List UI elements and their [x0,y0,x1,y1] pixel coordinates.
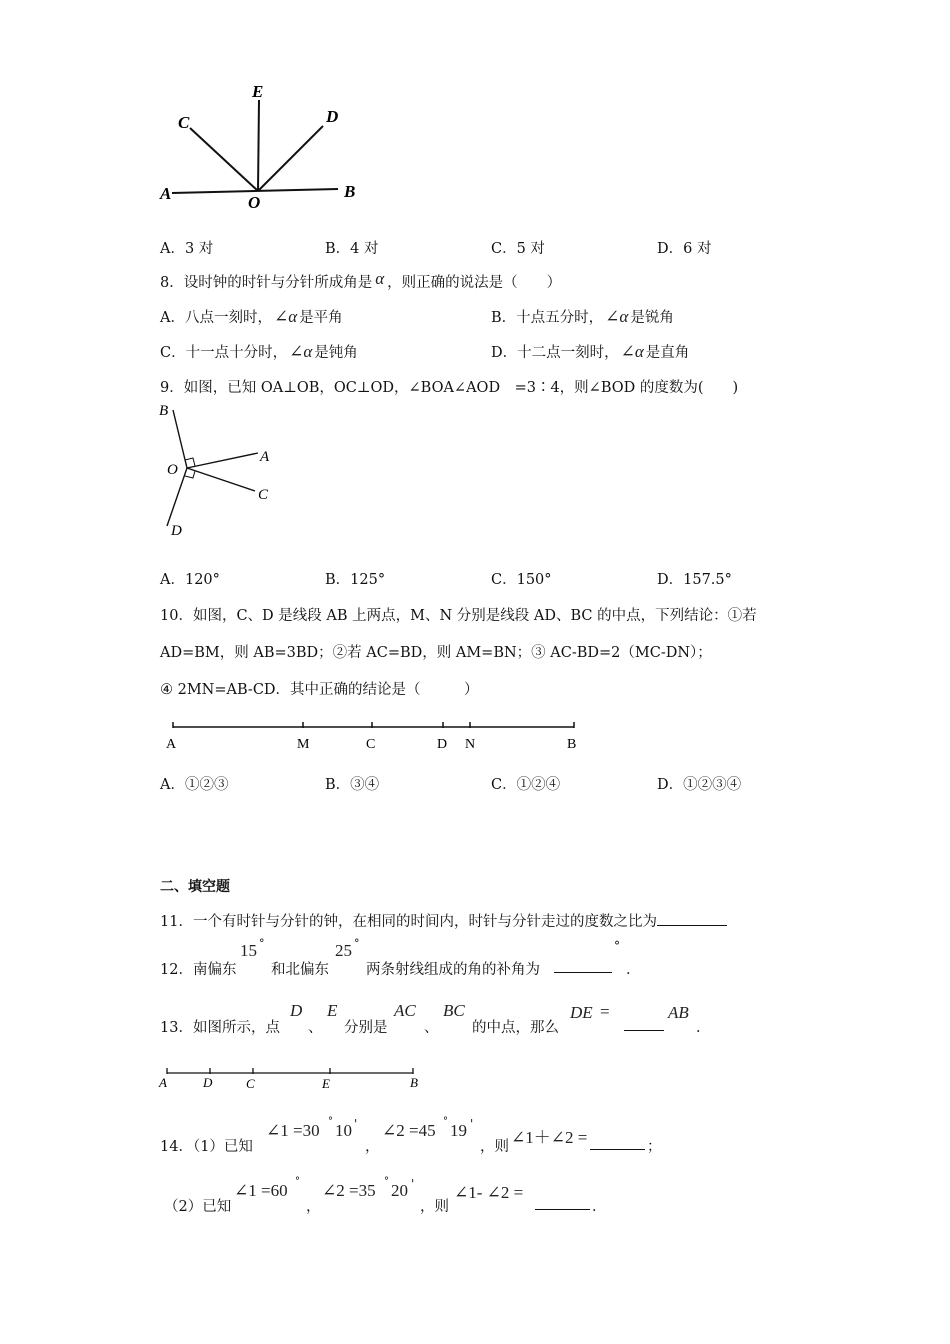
q14-p1-a2b: 19 [450,1121,467,1140]
q10-label-C: C [366,737,376,752]
q7-option-c: C．5 对 [491,241,545,257]
q13-eq: = [600,1002,610,1021]
q8-options-1-pre: B．十点五分时， [491,310,604,326]
q8-alpha: α [375,269,385,288]
q10-label-N: N [465,737,476,752]
q13-BC: BC [443,1001,465,1020]
q14-part1: 14．（1）已知 ∠1 =30 ° 10 ' ， ∠2 =45 ° 19 ' ，则 ∠1＋∠2 = ； [160,1116,662,1155]
q8-stem-a: 8．设时钟的时针与分针所成角是 [160,275,373,291]
q8-options-2-pre: C．十一点十分时， [160,345,288,361]
q13-AB: AB [668,1003,689,1022]
q8-options-0-angle: ∠α [273,307,298,326]
q9-option-b: B．125° [325,572,386,588]
q13-DE: DE [570,1003,593,1022]
q8-option-a [160,306,343,327]
q14-p1-expr: ∠1＋∠2 = [511,1128,588,1147]
q7-label-B: B [344,182,356,201]
q13-answer-blank[interactable] [624,1016,664,1031]
q7-option-a: A．3 对 [160,241,214,257]
q10-option-c: C．①②④ [491,777,561,793]
q14-p2-expr: ∠1- ∠2 = [454,1183,524,1202]
q13-mid2: 的中点，那么 [472,1020,559,1036]
q9-option-c: C．150° [491,572,552,588]
q10-option-b: B．③④ [325,777,380,793]
q13-mid: 分别是 [344,1020,388,1036]
q11-text: 11．一个有时针与分针的钟，在相同的时间内，时针与分针走过的度数之比为 [160,914,657,930]
q10-label-D: D [437,737,448,752]
q7-label-E: E [252,82,264,101]
q8-options-3-pre: D．十二点一刻时， [491,345,619,361]
q8-option-c [160,341,358,362]
q13-label-B: B [410,1075,418,1090]
q12-end: ． [626,962,641,978]
q14-part2: （2）已知 ∠1 =60 ° ， ∠2 =35 ° 20 ' ，则 ∠1- ∠2 = ． [164,1176,607,1215]
q9-label-C: C [258,487,269,503]
q9-label-O: O [167,462,178,478]
q9-label-A: A [260,449,270,465]
q14-p1-then: ，则 [480,1139,509,1155]
q8-options-3-angle: ∠α [620,342,644,361]
q13-pre: 13．如图所示，点 [160,1020,280,1036]
q10-label-M: M [297,737,310,752]
q9-option-d: D．157.5° [657,572,732,588]
q14-p1-a1b: 10 [335,1121,352,1140]
q8-options-0-pre: A．八点一刻时， [160,310,272,326]
q10-option-a: A．①②③ [160,777,229,793]
q14-part1-answer-blank[interactable] [590,1135,645,1150]
q14-p2-then: ，则 [420,1199,449,1215]
q8-options-2-angle: ∠α [289,342,313,361]
q8-stem [160,271,561,292]
q8-options-2-post: 是钝角 [314,345,358,361]
q14-comma: ， [365,1139,380,1155]
q9-option-a: A．120° [160,572,220,588]
q14-comma: ， [306,1199,321,1215]
q9-stem: 9．如图，已知 OA⊥OB，OC⊥OD，∠BOA∠AOD =3∶4，则∠BOD 的度数为( ) [160,380,739,396]
q14-p2-a2b: 20 [391,1181,408,1200]
q13-end: ． [696,1020,711,1036]
q8-options-1-angle: ∠α [605,307,629,326]
q10-segment-figure [160,718,590,754]
q7-label-C: C [178,113,190,132]
q7-label-A: A [160,184,172,203]
q7-option-b: B．4 对 [325,241,379,257]
q12-stem: 12．南偏东 15 ° 和北偏东 25 ° 两条射线组成的角的补角为 ° ． [160,937,641,978]
q14-part2-answer-blank[interactable] [535,1195,590,1210]
q10-stem-line1: 10．如图，C、D 是线段 AB 上两点，M、N 分别是线段 AD、BC 的中点，下列结论：①若 [160,608,757,624]
q8-stem-b: ，则正确的说法是（ ） [387,275,562,291]
q8-option-d [491,341,689,362]
q13-sep2: 、 [424,1020,439,1036]
q14-p2-a1: ∠1 =60 [234,1181,288,1200]
q13-label-C: C [246,1076,255,1091]
q13-E: E [327,1001,338,1020]
q9-perpendicular-figure [150,398,290,543]
q14-p2-end: ． [592,1199,607,1215]
q7-option-d: D．6 对 [657,241,712,257]
q13-stem [160,1000,720,1036]
q10-stem-line2: AD=BM，则 AB=3BD；②若 AC=BD，则 AM=BN；③ AC-BD=2（MC-DN）； [160,645,712,661]
q13-sep: 、 [308,1020,323,1036]
q14-p2-a2: ∠2 =35 [322,1181,376,1200]
q8-options-1-post: 是锐角 [630,310,674,326]
q13-label-A: A [159,1075,167,1090]
q13-AC: AC [394,1001,416,1020]
q11-answer-blank[interactable] [657,911,727,926]
q8-option-b [491,306,674,327]
q14-p2-pre: （2）已知 [164,1199,232,1215]
q12-post: 两条射线组成的角的补角为 [366,962,540,978]
q12-pre: 12．南偏东 [160,962,237,978]
q14-p1-end: ； [647,1139,662,1155]
q14-p1-a2: ∠2 =45 [382,1121,436,1140]
q7-label-D: D [326,107,339,126]
q13-segment-figure [155,1065,425,1093]
q12-angle1: 15 [240,941,257,960]
q12-mid: 和北偏东 [271,962,329,978]
q10-option-d: D．①②③④ [657,777,742,793]
q10-label-A: A [166,737,177,752]
q9-label-B: B [159,403,169,419]
q13-label-E: E [322,1076,330,1091]
q14-p1-pre: 14．（1）已知 [160,1139,253,1155]
q8-options-3-post: 是直角 [645,345,690,361]
q7-label-O: O [248,193,261,212]
q13-label-D: D [203,1075,213,1090]
q12-angle2: 25 [335,941,352,960]
q13-D: D [290,1001,303,1020]
q7-angle-figure [150,80,380,215]
section2-title: 二、填空题 [160,879,230,895]
q8-options-0-post: 是平角 [299,310,343,326]
q12-deg: ° [614,939,620,953]
q11-stem [160,910,727,931]
q9-label-D: D [171,523,182,539]
q10-stem-line3: ④ 2MN=AB-CD．其中正确的结论是（ ） [160,682,479,698]
q10-label-B: B [567,737,577,752]
q14-p1-a1: ∠1 =30 [266,1121,320,1140]
q12-answer-blank[interactable] [554,958,612,973]
